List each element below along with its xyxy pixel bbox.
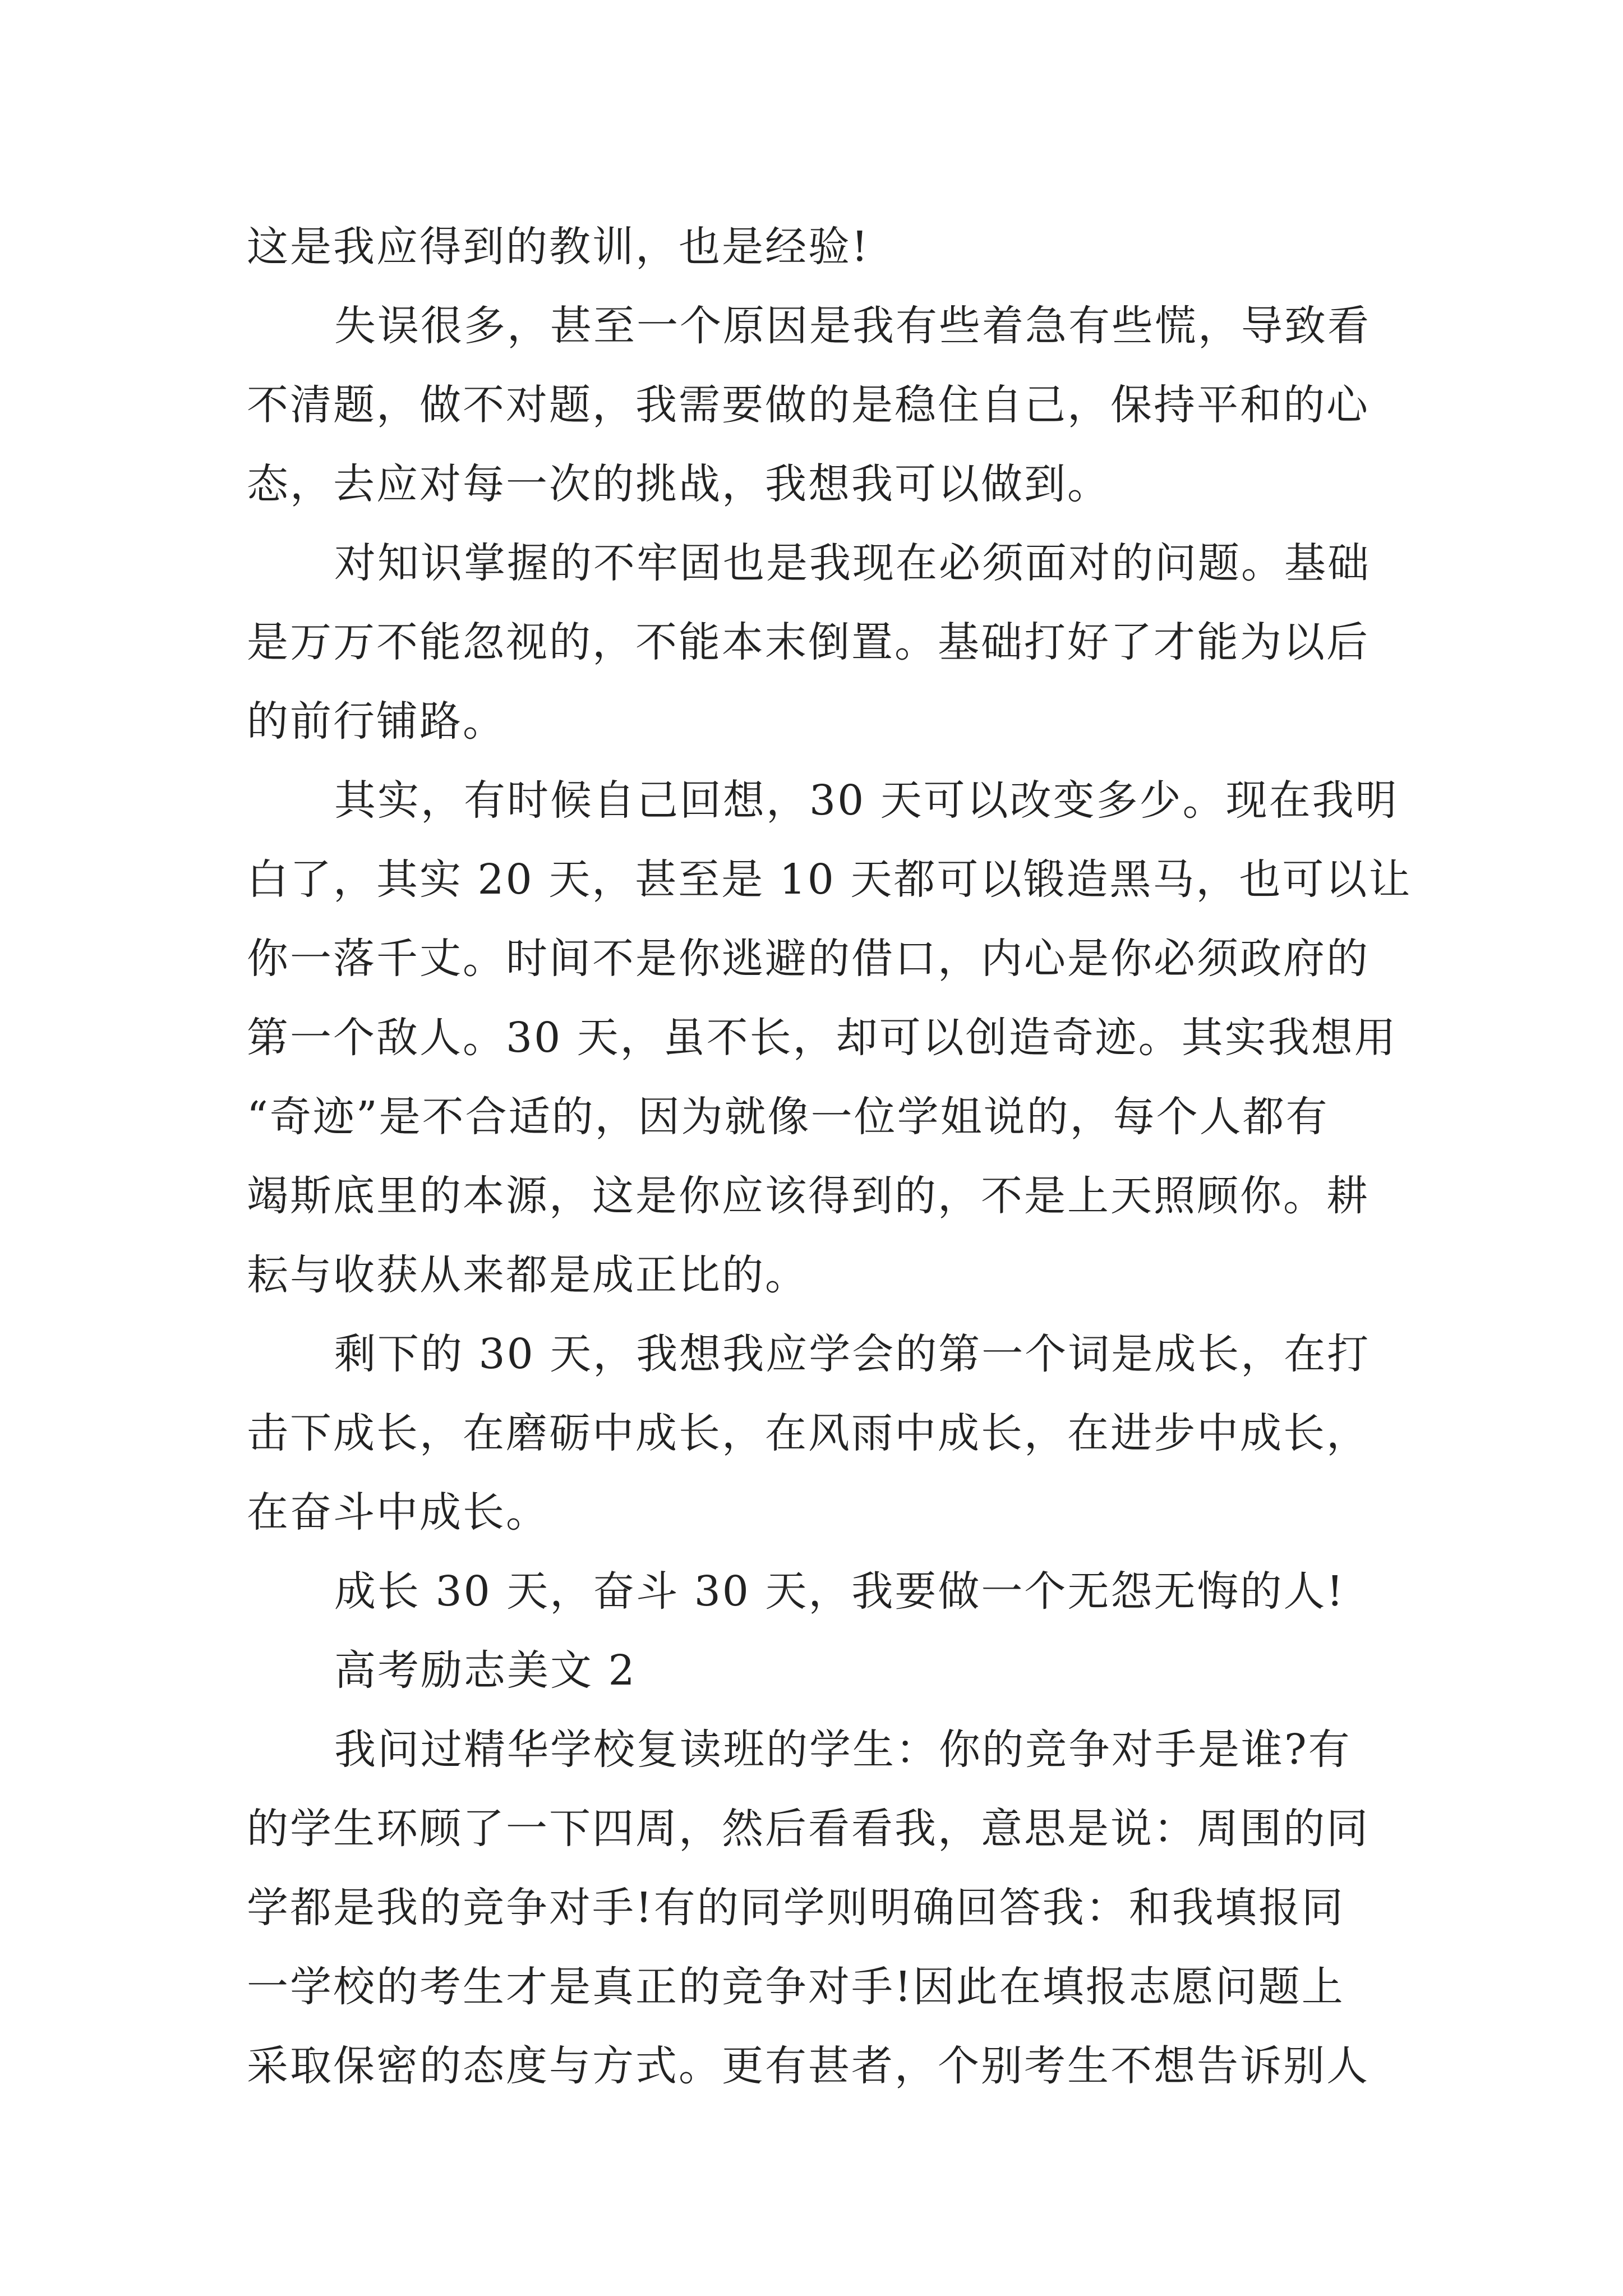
text-line: 耘与收获从来都是成正比的。 xyxy=(247,1251,808,1299)
text-line: “奇迹”是不合适的，因为就像一位学姐说的，每个人都有 xyxy=(247,1093,1329,1141)
text-line: 采取保密的态度与方式。更有甚者，个别考生不想告诉别人 xyxy=(247,2042,1370,2090)
text-line: 一学校的考生才是真正的竞争对手!因此在填报志愿问题上 xyxy=(247,1963,1345,2011)
text-line: 不清题，做不对题，我需要做的是稳住自己，保持平和的心 xyxy=(247,381,1370,429)
text-line: 竭斯底里的本源，这是你应该得到的，不是上天照顾你。耕 xyxy=(247,1172,1370,1220)
text-line: 成长 30 天，奋斗 30 天，我要做一个无怨无悔的人! xyxy=(334,1567,1345,1616)
text-line: 这是我应得到的教训，也是经验! xyxy=(247,223,870,271)
text-line: 态，去应对每一次的挑战，我想我可以做到。 xyxy=(247,460,1110,508)
text-line: 的学生环顾了一下四周，然后看看我，意思是说：周围的同 xyxy=(247,1805,1370,1853)
text-line: 我问过精华学校复读班的学生：你的竞争对手是谁?有 xyxy=(334,1726,1352,1774)
text-line: 是万万不能忽视的，不能本末倒置。基础打好了才能为以后 xyxy=(247,618,1370,666)
text-line: 你一落千丈。时间不是你逃避的借口，内心是你必须政府的 xyxy=(247,935,1370,983)
text-line: 的前行铺路。 xyxy=(247,697,506,746)
document-body xyxy=(247,208,1412,2106)
text-line: 击下成长，在磨砺中成长，在风雨中成长，在进步中成长， xyxy=(247,1409,1370,1457)
text-line: 失误很多，甚至一个原因是我有些着急有些慌，导致看 xyxy=(334,302,1371,350)
text-line: 其实，有时候自己回想，30 天可以改变多少。现在我明 xyxy=(334,776,1399,825)
text-line: 对知识掌握的不牢固也是我现在必须面对的问题。基础 xyxy=(334,539,1371,587)
text-line: 剩下的 30 天，我想我应学会的第一个词是成长，在打 xyxy=(334,1330,1371,1378)
text-line: 在奋斗中成长。 xyxy=(247,1488,549,1536)
text-line: 学都是我的竞争对手!有的同学则明确回答我：和我填报同 xyxy=(247,1884,1345,1932)
text-line: 白了，其实 20 天，甚至是 10 天都可以锻造黑马，也可以让 xyxy=(247,855,1412,904)
text-line: 第一个敌人。30 天，虽不长，却可以创造奇迹。其实我想用 xyxy=(247,1014,1398,1062)
section-heading: 高考励志美文 2 xyxy=(334,1646,637,1695)
